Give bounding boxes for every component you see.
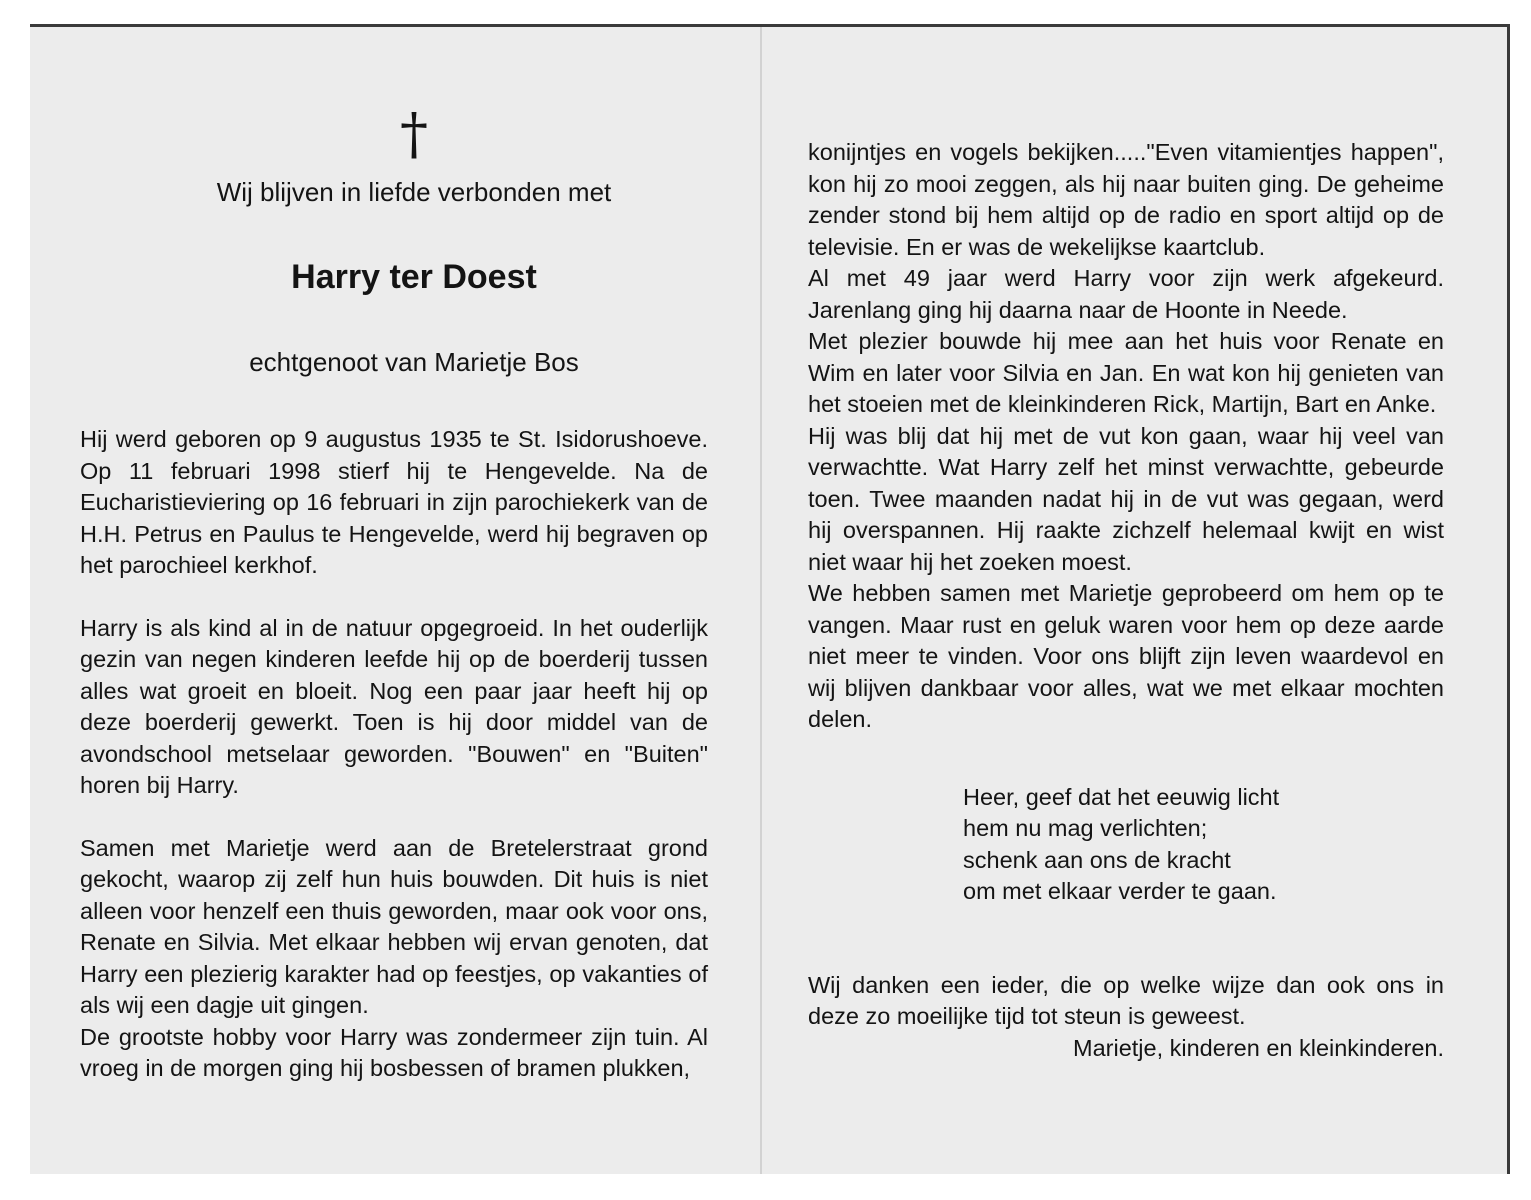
thanks-text: Wij danken een ieder, die op welke wijze dan ook ons in deze zo moeilijke tijd tot steun is geweest.: [808, 971, 1444, 1029]
memorial-card: [30, 24, 1510, 1174]
cross-icon: †: [400, 102, 428, 167]
biography-paragraph: Hij werd geboren op 9 augustus 1935 te St. Isidorushoeve. Op 11 februari 1998 stierf hij te Hengevelde. Na de Eucharistieviering op 16 februari in zijn parochiekerk van de H.H. Petrus en Paulus te Hengevelde, werd hij begraven op het parochieel kerkhof.: [80, 426, 708, 578]
biography-paragraph: Al met 49 jaar werd Harry voor zijn werk afgekeurd. Jarenlang ging hij daarna naar de Hoonte in Neede.: [808, 265, 1444, 323]
prayer-line: Heer, geef dat het eeuwig licht: [963, 783, 1280, 810]
biography-paragraph: De grootste hobby voor Harry was zondermeer zijn tuin. Al vroeg in de morgen ging hij bosbessen of bramen plukken,: [80, 1023, 708, 1081]
left-page: [80, 102, 708, 1085]
prayer-line: om met elkaar verder te gaan.: [963, 878, 1277, 904]
fold-line: [760, 27, 762, 1174]
biography-paragraph: Met plezier bouwde hij mee aan het huis voor Renate en Wim en later voor Silvia en Jan. En wat kon hij genieten van het stoeien met de kleinkinderen Rick, Martijn, Bart en Anke.: [808, 328, 1444, 417]
biography-paragraph: We hebben samen met Marietje geprobeerd om hem op te vangen. Maar rust en geluk waren voor hem op deze aarde niet meer te vinden. Voor ons blijft zijn leven waardevol en wij blijven dankbaar voor alles, wat we met elkaar mochten delen.: [808, 580, 1444, 732]
biography-paragraph: Harry is als kind al in de natuur opgegroeid. In het ouderlijk gezin van negen kinderen leefde hij op de boerderij tussen alles wat groeit en bloeit. Nog een paar jaar heeft hij op deze boerderij gewerkt. Toen is hij door middel van de avondschool metselaar geworden. "Bouwen" en "Buiten" horen bij Harry.: [80, 614, 708, 798]
signature: Marietje, kinderen en kleinkinderen.: [1073, 1034, 1444, 1061]
intro-text: Wij blijven in liefde verbonden met: [216, 177, 612, 207]
right-page: [808, 137, 1444, 1064]
prayer: [963, 782, 1444, 908]
biography-paragraph: konijntjes en vogels bekijken....."Even vitamientjes happen", kon hij zo mooi zeggen, als hij naar buiten ging. De geheime zender stond bij hem altijd op de radio en sport altijd op de televisie. En er was de wekelijkse kaartclub.: [808, 139, 1444, 260]
spouse-text: echtgenoot van Marietje Bos: [249, 347, 579, 377]
prayer-line: hem nu mag verlichten;: [963, 815, 1208, 841]
biography-paragraph: Samen met Marietje werd aan de Bretelerstraat grond gekocht, waarop zij zelf hun huis bouwden. Dit huis is niet alleen voor henzelf een thuis geworden, maar ook voor ons, Renate en Silvia. Met elkaar hebben wij ervan genoten, dat Harry een plezierig karakter had op feestjes, op vakanties of als wij een dagje uit gingen.: [80, 834, 708, 1018]
biography-paragraph: Hij was blij dat hij met de vut kon gaan, waar hij veel van verwachtte. Wat Harry zelf het minst verwachtte, gebeurde toen. Twee maanden nadat hij in de vut was gegaan, werd hij overspannen. Hij raakte zichzelf helemaal kwijt en wist niet waar hij het zoeken moest.: [808, 422, 1444, 575]
deceased-name: Harry ter Doest: [291, 258, 537, 296]
prayer-line: schenk aan ons de kracht: [963, 846, 1231, 873]
